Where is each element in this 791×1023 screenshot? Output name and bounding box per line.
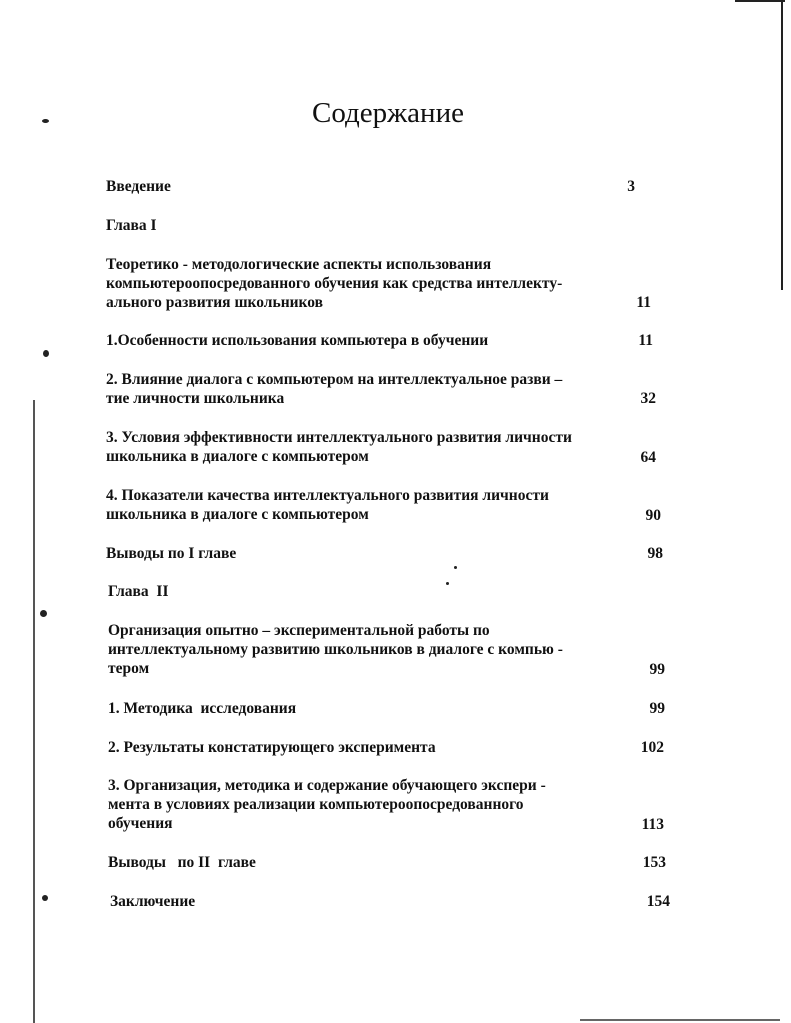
scan-edge-top-right bbox=[735, 0, 785, 2]
chapter-1-section-2 bbox=[106, 370, 626, 408]
chapter-1-section-2-page: 32 bbox=[640, 390, 656, 407]
chapter-2-conclusions-page: 153 bbox=[642, 854, 666, 871]
chapter-1-title-text: Теоретико - методологические аспекты использования компьютероопосредованного обучения как средства интеллекту- ального развития школьников bbox=[106, 256, 563, 311]
chapter-2-conclusions-text: Выводы по II главе bbox=[108, 854, 256, 871]
chapter-2-section-3-page: 113 bbox=[641, 816, 664, 833]
toc-intro-page: 3 bbox=[627, 178, 635, 195]
chapter-2-section-2-text: 2. Результаты констатирующего эксперимента bbox=[108, 739, 436, 756]
scan-speck bbox=[454, 566, 457, 569]
chapter-1-conclusions bbox=[106, 544, 506, 563]
chapter-2-title-page: 99 bbox=[649, 661, 665, 678]
scan-speck bbox=[446, 582, 449, 585]
toc-conclusion-page: 154 bbox=[646, 893, 670, 910]
chapter-2-section-3 bbox=[108, 776, 628, 833]
chapter-1-section-1 bbox=[106, 331, 626, 350]
chapter-1-section-4-text: 4. Показатели качества интеллектуального развития личности школьника в диалоге с компьютером bbox=[106, 487, 549, 523]
chapter-2-section-1-text: 1. Методика исследования bbox=[108, 700, 297, 717]
chapter-1-section-4-page: 90 bbox=[645, 507, 661, 524]
scan-speck bbox=[42, 895, 48, 901]
chapter-2-section-1-page: 99 bbox=[649, 700, 665, 717]
chapter-1-section-4 bbox=[106, 486, 636, 524]
chapter-1-heading: Глава I bbox=[106, 217, 157, 234]
chapter-1-section-3 bbox=[106, 428, 636, 466]
chapter-2-section-1 bbox=[108, 699, 628, 718]
chapter-1-section-1-text: 1.Особенности использования компьютера в обучении bbox=[106, 332, 489, 349]
scan-edge-right bbox=[781, 0, 783, 290]
scan-edge-bottom bbox=[580, 1019, 780, 1021]
chapter-1-section-3-page: 64 bbox=[640, 449, 656, 466]
chapter-2-title-text: Организация опытно – экспериментальной работы по интеллектуальному развитию школьников в диалоге с компью - тером bbox=[108, 622, 563, 677]
chapter-2-conclusions bbox=[108, 853, 508, 872]
chapter-1-section-3-text: 3. Условия эффективности интеллектуального развития личности школьника в диалоге с компьютером bbox=[106, 429, 572, 465]
chapter-2-title bbox=[108, 621, 628, 678]
chapter-1-title bbox=[106, 255, 626, 312]
chapter-2-section-2 bbox=[108, 738, 628, 757]
scan-speck bbox=[40, 610, 47, 617]
chapter-1-section-1-page: 11 bbox=[638, 332, 653, 349]
chapter-1-title-page: 11 bbox=[636, 294, 651, 311]
chapter-2-section-2-page: 102 bbox=[640, 739, 664, 756]
page-title: Содержание bbox=[312, 97, 464, 130]
chapter-1-conclusions-page: 98 bbox=[647, 545, 663, 562]
chapter-2-heading: Глава II bbox=[108, 583, 169, 600]
toc-conclusion-label: Заключение bbox=[110, 893, 196, 910]
chapter-2-section-3-text: 3. Организация, методика и содержание обучающего экспери - мента в условиях реализации компьютероопосредованного обучения bbox=[108, 777, 546, 832]
chapter-1-section-2-text: 2. Влияние диалога с компьютером на интеллектуальное разви – тие личности школьника bbox=[106, 371, 563, 407]
chapter-1-conclusions-text: Выводы по I главе bbox=[106, 545, 237, 562]
toc-intro-label: Введение bbox=[106, 178, 171, 195]
scan-speck bbox=[43, 350, 49, 357]
scan-edge-left bbox=[33, 400, 35, 1023]
